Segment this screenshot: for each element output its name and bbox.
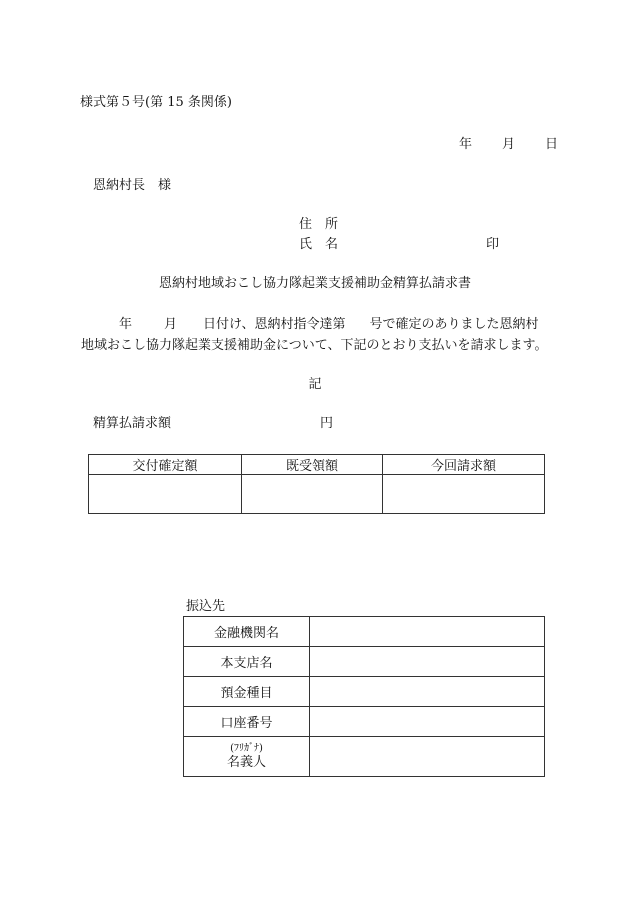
header-confirmed-amount: 交付確定額 — [89, 455, 242, 475]
account-number-label: 口座番号 — [184, 707, 310, 737]
ki-heading: 記 — [308, 377, 322, 392]
bank-section-label: 振込先 — [186, 599, 226, 614]
amount-table-value-row — [89, 475, 545, 514]
document-title: 恩納村地域おこし協力隊起業支援補助金精算払請求書 — [158, 276, 471, 291]
amount-table-header-row — [89, 455, 545, 475]
date-line — [459, 137, 558, 153]
header-received-amount: 既受領額 — [242, 455, 383, 475]
body-number-text: 号で確定のありました恩納村 — [369, 317, 539, 332]
account-holder-label-cell — [184, 737, 310, 777]
address-label: 住 所 — [299, 217, 339, 232]
bank-table — [183, 616, 545, 777]
account-number-cell[interactable] — [310, 707, 545, 737]
account-type-label: 預金種目 — [184, 677, 310, 707]
branch-name-cell[interactable] — [310, 647, 545, 677]
header-requested-amount: 今回請求額 — [383, 455, 545, 475]
bank-name-cell[interactable] — [310, 617, 545, 647]
bank-name-label: 金融機関名 — [184, 617, 310, 647]
name-label: 氏 名 — [299, 237, 339, 252]
seal-mark: 印 — [486, 237, 500, 252]
amount-unit: 円 — [320, 416, 334, 431]
account-holder-cell[interactable] — [310, 737, 545, 777]
bank-row — [184, 707, 545, 737]
amount-table — [88, 454, 545, 514]
account-holder-label: 名義人 — [226, 754, 266, 770]
requested-amount-cell[interactable] — [383, 475, 545, 514]
furigana-label: (ﾌﾘｶﾞﾅ) — [230, 742, 263, 754]
body-line-2: 地域おこし協力隊起業支援補助金について、下記のとおり支払いを請求します。 — [81, 338, 548, 353]
date-day-label: 日 — [545, 137, 559, 152]
body-month-label: 月 — [164, 317, 178, 332]
received-amount-cell[interactable] — [242, 475, 383, 514]
date-year-label: 年 — [459, 137, 473, 152]
addressee: 恩納村長 様 — [93, 178, 172, 193]
body-year-label: 年 — [119, 317, 133, 332]
body-date-text: 日付け、恩納村指令達第 — [203, 317, 346, 332]
bank-row — [184, 737, 545, 777]
body-line-1 — [119, 317, 539, 333]
bank-row — [184, 617, 545, 647]
account-type-cell[interactable] — [310, 677, 545, 707]
bank-row — [184, 677, 545, 707]
amount-label: 精算払請求額 — [93, 416, 172, 431]
date-month-label: 月 — [502, 137, 516, 152]
bank-row — [184, 647, 545, 677]
confirmed-amount-cell[interactable] — [89, 475, 242, 514]
branch-name-label: 本支店名 — [184, 647, 310, 677]
form-number: 様式第５号(第 15 条関係) — [80, 95, 232, 110]
